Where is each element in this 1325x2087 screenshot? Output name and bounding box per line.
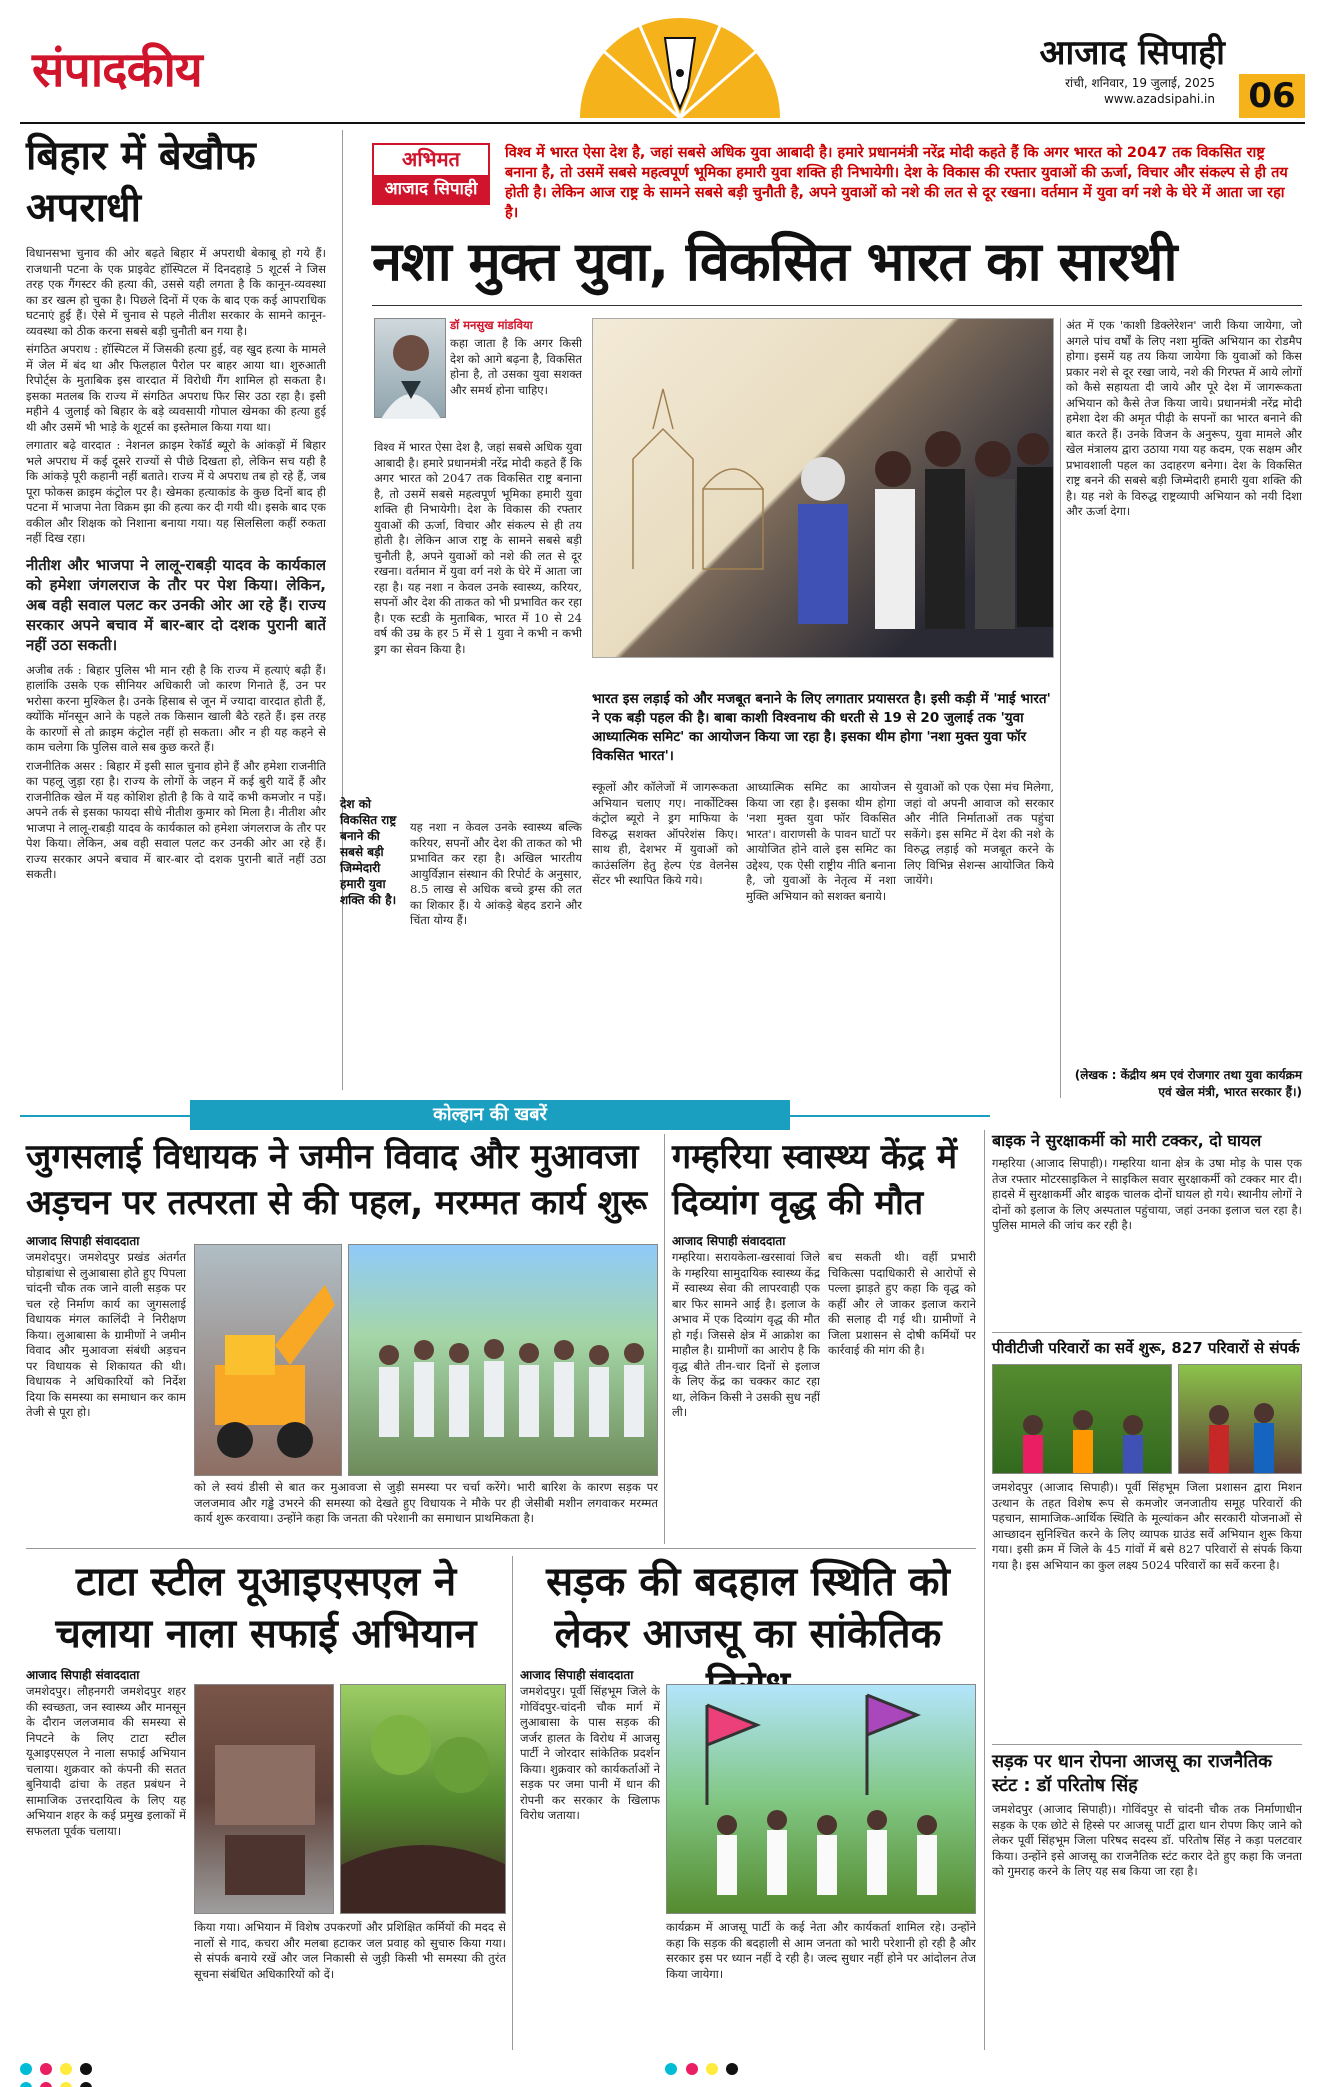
registration-dot (80, 2082, 92, 2087)
registration-dot (40, 2082, 52, 2087)
registration-dot (706, 2063, 718, 2075)
abhimat-label: अभिमत (402, 147, 460, 171)
editorial-para: अजीब तर्क : बिहार पुलिस भी मान रही है कि राज्य में हत्याएं बढ़ी हैं। हालांकि उसके एक सीनियर अधिकारी जो कारण गिनाते हैं, उन पर भरोसा करना मुश्किल है। उनके हिसाब से जून में ज्यादा वारदात होती हैं, क्योंकि मॉनसून आने के पहले तक किसान खाली बैठे रहते हैं। इस तरह के कारणों से तो क्राइम कंट्रोल नहीं हो सकता। और न ही यह कहने से काम चलेगा कि पुलिस वाले सब कुछ करते हैं। (26, 662, 326, 754)
column-divider (512, 1556, 513, 2050)
opinion-pull-quote: देश को विकसित राष्ट्र बनाने की सबसे बड़ी जिम्मेदारी हमारी युवा शक्ति की है। (340, 797, 397, 907)
opinion-col-1: कहा जाता है कि अगर किसी देश को आगे बढ़ना है, विकसित होना है, तो उसका युवा सशक्त और समर्थ होना चाहिए। (450, 336, 582, 397)
story-body: जमशेदपुर (आजाद सिपाही)। पूर्वी सिंहभूम जिला प्रशासन द्वारा मिशन उत्थान के तहत विशेष रूप से कमजोर जनजातीय समूह परिवारों की पहचान, सामाजिक-आर्थिक स्थिति के मूल्यांकन और सरकारी योजनाओं से आच्छादन सुनिश्चित करने के लिए व्यापक ग्राउंड सर्वे अभियान शुरू किया गया। इसी क्रम में जिले के 45 गांवों में बसे 827 परिवारों से संपर्क किया गया है। इस अभियान का कुल लक्ष्य 5024 परिवारों का सर्वे करना है। (992, 1480, 1302, 1572)
story-title: बाइक ने सुरक्षाकर्मी को मारी टक्कर, दो घायल (992, 1131, 1262, 1150)
editorial-para: लगातार बढ़े वारदात : नेशनल क्राइम रेकॉर्ड ब्यूरो के आंकड़ों में बिहार भले अपराध में कई दूसरे राज्यों से पीछे दिखता हो, लेकिन सच यही है कि आंकड़े पूरी कहानी नहीं बताते। राज्य में ये अपराध तब हो रहे हैं, जब पूरा फोकस क्राइम कंट्रोल पर है। खेमका हत्याकांड के कुछ दिनों बाद ही पटना में भाजपा नेता विक्रम झा की हत्या कर दी गयी थी। इसके बाद एक वकील और शिक्षक को निशाना बनाया गया। यह सिलसिला कहीं रुकता नहीं दिख रहा। (26, 438, 326, 545)
story-body-cont: किया गया। अभियान में विशेष उपकरणों और प्रशिक्षित कर्मियों की मदद से नालों से गाद, कचरा और मलबा हटाकर जल प्रवाह को सुचारु किया गया। से संपर्क बनाये रखें और जल निकासी से जुड़ी किसी भी समस्या की तुरंत सूचना संबंधित अधिकारियों को दें। (194, 1920, 506, 1981)
opinion-intro: विश्व में भारत ऐसा देश है, जहां सबसे अधिक युवा आबादी है। हमारे प्रधानमंत्री नरेंद्र मोदी कहते हैं कि अगर भारत को 2047 तक विकसित राष्ट्र बनाना है, तो उसमें सबसे महत्वपूर्ण भूमिका हमारी युवा शक्ति ही निभायेगी। देश के विकास की रफ्तार युवाओं की ऊर्जा, विचार और संकल्प से ही तय होती है। लेकिन आज राष्ट्र के सामने सबसे बड़ी चुनौती है, अपने युवाओं को नशे की लत से दूर रखना। वर्तमान में युवा वर्ग नशे के घेरे में आता जा रहा है। (505, 145, 1288, 221)
paper-name: आजाद सिपाही (1039, 33, 1225, 73)
story-body: गम्हरिया। सरायकेला-खरसावां जिले के गम्हरिया सामुदायिक स्वास्थ्य केंद्र में स्वास्थ्य सेवा की लापरवाही एक बार फिर सामने आई है। इलाज के अभाव में एक दिव्यांग वृद्ध की मौत हो गई। जिससे क्षेत्र में आक्रोश का माहौल है। ग्रामीणों का आरोप है कि वृद्ध बीते तीन-चार दिनों से इलाज के लिए केंद्र का चक्कर काट रहा था, लेकिन किसी ने उसकी सुध नहीं ली। (672, 1250, 820, 1419)
story-byline: आजाद सिपाही संवाददाता (520, 1668, 634, 1682)
editorial-title: बिहार में बेखौफ अपराधी (26, 133, 256, 231)
editorial-para: राजनीतिक असर : बिहार में इसी साल चुनाव होने हैं और हमेशा राजनीति का पहलू जुड़ा रहा है। राज्य के लोगों के जहन में कई बुरी यादें हैं और राजनीतिक खेल में यह कोशिश होती है कि वे यादें कभी कमजोर न पड़ें। अपने तर्क से इसका फायदा सीधे नीतीश कुमार को मिला है। नीतीश और भाजपा ने लालू-राबड़ी यादव के कार्यकाल को हमेशा जंगलराज के तौर पर पेश किया। लेकिन, अब वही सवाल पलट कर उनकी ओर आ रहे हैं। राज्य सरकार अपने बचाव में बार-बार दो दशक पुरानी बातें नहीं उठा सकती। (26, 758, 326, 881)
author-credit: (लेखक : केंद्रीय श्रम एवं रोजगार तथा युवा कार्यक्रम एवं खेल मंत्री, भारत सरकार हैं।) (1074, 1068, 1302, 1099)
story-photo (348, 1244, 658, 1476)
paper-website[interactable]: www.azadsipahi.in (1103, 92, 1215, 106)
opinion-col-right: अंत में एक 'काशी डिक्लेरेशन' जारी किया जायेगा, जो अगले पांच वर्षों के लिए नशा मुक्ति अभियान का रोडमैप होगा। इसमें यह तय किया जायेगा कि युवाओं को किस प्रकार नशे से दूर रखा जाये, नशे की गिरफ्त में आये लोगों को कैसे सहायता दी जाये और पूरे देश में जागरूकता अभियान को कैसे तेज किया जाये। प्रधानमंत्री नरेंद्र मोदी हमेशा देश की अमृत पीढ़ी के सपनों का भारत बनाने की बात करते हैं। उनके विजन के अनुरूप, युवा मामले और खेल मंत्रालय द्वारा उठाया गया यह कदम, एक सक्षम और प्रभावशाली पहल का उदाहरण बनेगा। देश के विकसित राष्ट्र बनने की सबसे बड़ी जिम्मेदारी हमारी युवा शक्ति की है। यह नशे के विरुद्ध राष्ट्रव्यापी अभियान को नयी दिशा और ऊर्जा देगा। (1066, 318, 1302, 518)
print-registration-marks (20, 2058, 1305, 2080)
registration-dot (80, 2063, 92, 2075)
column-divider (342, 130, 343, 1090)
story-byline: आजाद सिपाही संवाददाता (26, 1668, 140, 1682)
editorial-para: संगठित अपराध : हॉस्पिटल में जिसकी हत्या हुई, वह खुद हत्या के मामले में जेल में बंद था और फिलहाल पैरोल पर बाहर आया था। शुरुआती रिपोर्ट्स के मुताबिक इस वारदात में विरोधी गैंग शामिल हो सकता है। इसका मतलब कि राज्य में संगठित अपराध फिर सिर उठा रहा है। इसी महीने 4 जुलाई को बिहार के बड़े व्यवसायी गोपाल खेमका की हत्या हुई थी और उसमें भी भाड़े के शूटर्स का इस्तेमाल किया गया था। (26, 342, 326, 434)
band-line (20, 1115, 190, 1117)
story-body: जमशेदपुर। पूर्वी सिंहभूम जिले के गोविंदपुर-चांदनी चौक मार्ग में लुआबासा के पास सड़क की जर्जर हालत के विरोध में आजसू पार्टी ने जोरदार सांकेतिक प्रदर्शन किया। शुक्रवार को कार्यकर्ताओं ने सड़क पर जमा पानी में धान की रोपनी कर सरकार के खिलाफ विरोध जताया। (520, 1684, 660, 1822)
story-title: गम्हरिया स्वास्थ्य केंद्र में दिव्यांग वृद्ध की मौत (672, 1137, 958, 1223)
title-rule (372, 305, 1302, 306)
editorial-pull-quote: नीतीश और भाजपा ने लालू-राबड़ी यादव के कार्यकाल को हमेशा जंगलराज के तौर पर पेश किया। लेकिन, अब वही सवाल पलट कर उनकी ओर आ रहे हैं। राज्य सरकार अपने बचाव में बार-बार दो दशक पुरानी बातें नहीं उठा सकती। (26, 555, 326, 654)
abhimat-tag (372, 143, 490, 205)
story-body-cont: कार्यक्रम में आजसू पार्टी के कई नेता और कार्यकर्ता शामिल रहे। उन्होंने कहा कि सड़क की बदहाली से आम जनता को भारी परेशानी हो रही है और सरकार इस पर ध्यान नहीं दे रही है। जल्द सुधार नहीं होने पर आंदोलन तेज किया जायेगा। (666, 1920, 976, 1981)
story-byline: आजाद सिपाही संवाददाता (26, 1234, 140, 1248)
section-title: संपादकीय (32, 42, 202, 98)
group-photo-icon (349, 1245, 658, 1476)
story-body: जमशेदपुर (आजाद सिपाही)। गोविंदपुर से चांदनी चौक तक निर्माणाधीन सड़क के एक छोटे से हिस्से पर आजसू पार्टी द्वारा धान रोपण किए जाने को लेकर पूर्वी सिंहभूम जिला परिषद सदस्य डॉ. परितोष सिंह ने कड़ा पलटवार किया। उन्होंने इसे आजसू का राजनैतिक स्टंट करार देते हुए कहा कि जनता को गुमराह करने के लिए यह सब किया जा रहा है। (992, 1802, 1302, 1878)
drain-photo-icon (341, 1685, 506, 1914)
registration-dot (726, 2063, 738, 2075)
paper-date: रांची, शनिवार, 19 जुलाई, 2025 (1065, 76, 1215, 90)
registration-dot (60, 2082, 72, 2087)
story-divider (992, 1744, 1302, 1745)
registration-dot (686, 2063, 698, 2075)
excavator-icon (195, 1245, 342, 1476)
editorial-para: विधानसभा चुनाव की ओर बढ़ते बिहार में अपराधी बेकाबू हो गये हैं। राजधानी पटना के एक प्राइवेट हॉस्पिटल में दिनदहाड़े 5 शूटर्स ने जिस तरह एक गैंगस्टर की हत्या की, उससे यही लगता है कि कानून-व्यवस्था का डर खत्म हो चुका है। पिछले दिनों में एक के बाद एक कई आपराधिक घटनाएं हुई हैं। ऐसे में चुनाव से पहले नीतीश सरकार के सामने कानून-व्यवस्था को ठीक करना सबसे बड़ी चुनौती बन गया है। (26, 246, 326, 338)
story-body: जमशेदपुर। जमशेदपुर प्रखंड अंतर्गत घोड़ाबांधा से लुआबासा होते हुए पिपला चांदनी चौक तक जाने वाली सड़क पर चल रहे निर्माण कार्य का जुगसलाई विधायक मंगल कालिंदी ने निरीक्षण किया। लुआबासा के ग्रामीणों ने जमीन विवाद और मुआवजा संबंधी अड़चन पर विधायक से शिकायत की थी। विधायक ने अधिकारियों को निर्देश दिया कि समस्या का समाधान कर काम तेजी से पूरा हो। (26, 1250, 186, 1419)
story-photo (1178, 1364, 1302, 1474)
registration-dot (40, 2063, 52, 2075)
story-title: पीवीटीजी परिवारों का सर्वे शुरू, 827 परिवारों से संपर्क (992, 1339, 1300, 1357)
opinion-bottom-col-1: यह नशा न केवल उनके स्वास्थ्य बल्कि करियर, सपनों और देश की ताकत को भी प्रभावित कर रहा है। अखिल भारतीय आयुर्विज्ञान संस्थान की रिपोर्ट के अनुसार, 8.5 लाख से अधिक बच्चे ड्रग्स की लत का शिकार हैं। ये आंकड़े बेहद डराने और चिंता योग्य हैं। (410, 820, 582, 927)
story-photo (194, 1684, 334, 1914)
masthead-rule (20, 122, 1305, 124)
village-photo-icon (993, 1365, 1172, 1474)
person-icon (375, 319, 447, 419)
protest-photo-icon (667, 1685, 976, 1914)
story-photo (992, 1364, 1172, 1474)
column-divider (984, 1130, 985, 2050)
editorial-body (26, 246, 326, 1066)
section-divider (26, 1548, 976, 1549)
story-title: जुगसलाई विधायक ने जमीन विवाद और मुआवजा अड़चन पर तत्परता से की पहल, मरम्मत कार्य शुरू (26, 1137, 648, 1223)
kolhan-band: कोल्हान की खबरें (190, 1100, 790, 1130)
story-photo (194, 1244, 342, 1476)
main-photo (592, 318, 1054, 658)
opinion-bottom-col-2: स्कूलों और कॉलेजों में जागरूकता अभियान चलाए गए। नार्कोटिक्स कंट्रोल ब्यूरो ने ड्रग माफिया के विरुद्ध सशक्त ऑपरेशंस किए। साथ ही, देशभर में युवाओं को काउंसलिंग हेतु हेल्प एंड वेलनेस सेंटर भी स्थापित किये गये। (592, 780, 738, 887)
story-title: सड़क की बदहाल स्थिति को लेकर आजसू का सांकेतिक (546, 1559, 950, 1657)
opinion-title: नशा मुक्त युवा, विकसित भारत का सारथी (372, 230, 1177, 293)
story-photo (666, 1684, 976, 1914)
story-body: गम्हरिया (आजाद सिपाही)। गम्हरिया थाना क्षेत्र के उषा मोड़ के पास एक तेज रफ्तार मोटरसाइकिल ने साइकिल सवार सुरक्षाकर्मी को टक्कर मार दी। हादसे में सुरक्षाकर्मी और बाइक चालक दोनों घायल हो गये। स्थानीय लोगों ने दोनों को इलाज के लिए अस्पताल पहुंचाया, जहां उनका इलाज चल रहा है। पुलिस मामले की जांच कर रही है। (992, 1156, 1302, 1232)
story-title: सड़क पर धान रोपना आजसू का राजनैतिक स्टंट : डॉ परितोष सिंह (992, 1751, 1272, 1796)
opinion-bottom-col-3: आध्यात्मिक समिट का आयोजन किया जा रहा है। इसका थीम होगा 'नशा मुक्त युवा फॉर विकसित भारत'। वाराणसी के पावन घाटों पर आयोजित होने वाले इस समिट का उद्देश्य, एक ऐसी राष्ट्रीय नीति बनाना है, जो युवाओं के नेतृत्व में नशा मुक्ति अभियान को सशक्त बनाये। (746, 780, 896, 903)
author-photo (374, 318, 446, 418)
story-body: जमशेदपुर। लौहनगरी जमशेदपुर शहर की स्वच्छता, जन स्वास्थ्य और मानसून के दौरान जलजमाव की समस्या से निपटने के लिए टाटा स्टील यूआइएसएल ने नाला सफाई अभियान चलाया। शुक्रवार को कंपनी की सतत बुनियादी ढांचा के तहत प्रबंधन ने सामाजिक उत्तरदायित्व के लिए यह अभियान शहर के कई प्रमुख इलाकों में सफलता पूर्वक चलाया। (26, 1684, 186, 1838)
story-body-cont: को ले स्वयं डीसी से बात कर मुआवजा से जुड़ी समस्या पर चर्चा करेंगे। भारी बारिश के कारण सड़क पर जलजमाव और गड्ढे उभरने की समस्या को देखते हुए विधायक ने मौके पर ही जेसीबी मशीन लगवाकर मरम्मत कार्य शुरू करवाया। उन्होंने कहा कि जनता की परेशानी का समाधान प्राथमिकता है। (194, 1480, 658, 1525)
opinion-bottom-col-4: से युवाओं को एक ऐसा मंच मिलेगा, जहां वो अपनी आवाज को सरकार और नीति निर्माताओं तक पहुंचा सकेंगे। इस समिट में देश की नशे के विरुद्ध लड़ाई को मजबूत करने के लिए विभिन्न सेशन्स आयोजित किये जायेंगे। (904, 780, 1054, 887)
story-divider (992, 1332, 1302, 1333)
story-title: टाटा स्टील यूआइएसएल ने चलाया नाला सफाई अभियान (55, 1559, 477, 1657)
page-number: 06 (1239, 74, 1305, 118)
registration-dot (20, 2063, 32, 2075)
band-line (790, 1115, 990, 1117)
opinion-col-1b: विश्व में भारत ऐसा देश है, जहां सबसे अधिक युवा आबादी है। हमारे प्रधानमंत्री नरेंद्र मोदी कहते हैं कि अगर भारत को 2047 तक विकसित राष्ट्र बनाना है, तो उसमें सबसे महत्वपूर्ण भूमिका हमारी युवा शक्ति ही निभायेगी। देश के विकास की रफ्तार युवाओं की ऊर्जा, विचार और संकल्प से ही तय होती है। लेकिन आज राष्ट्र के सामने सबसे बड़ी चुनौती है, अपने युवाओं को नशे की लत से दूर रखना। वर्तमान में युवा वर्ग नशे के घेरे में आता जा रहा है। यह नशा न केवल उनके स्वास्थ्य, करियर, सपनों और देश की ताकत को भी प्रभावित कर रहा है। एक स्टडी के मुताबिक, भारत में 10 से 24 वर्ष की उम्र के हर 5 में से 1 युवा ने कभी न कभी ड्रग का सेवन किया है। (374, 440, 582, 656)
story-photo (340, 1684, 506, 1914)
registration-dot (20, 2082, 32, 2087)
story-body-cont: बच सकती थी। वहीं प्रभारी चिकित्सा पदाधिकारी से आरोपों से पल्ला झाड़ते हुए कहा कि वृद्ध को कहीं और ले जाकर इलाज कराने की सलाह दी गई थी। ग्रामीणों ने जिला प्रशासन से दोषी कर्मियों पर कार्रवाई की मांग की है। (828, 1250, 976, 1357)
photo-caption: भारत इस लड़ाई को और मजबूत बनाने के लिए लगातार प्रयासरत है। इसी कड़ी में 'माई भारत' ने एक बड़ी पहल की है। बाबा काशी विश्वनाथ की धरती से 19 से 20 जुलाई तक 'युवा आध्यात्मिक समिट' का आयोजन किया जा रहा है। इसका थीम होगा 'नशा मुक्त युवा फॉर विकसित भारत'। (592, 691, 1051, 764)
photo-illustration (593, 319, 1054, 658)
author-name: डॉ मनसुख मांडविया (450, 318, 533, 332)
column-divider (664, 1134, 665, 1544)
registration-dot (665, 2063, 677, 2075)
story-byline: आजाद सिपाही संवाददाता (672, 1234, 786, 1248)
pen-nib-icon (580, 18, 780, 118)
abhimat-sub-label: आजाद सिपाही (374, 175, 488, 203)
drain-photo-icon (195, 1685, 334, 1914)
registration-dot (60, 2063, 72, 2075)
masthead (20, 18, 1305, 118)
column-divider (1060, 318, 1061, 1098)
people-photo-icon (1179, 1365, 1302, 1474)
